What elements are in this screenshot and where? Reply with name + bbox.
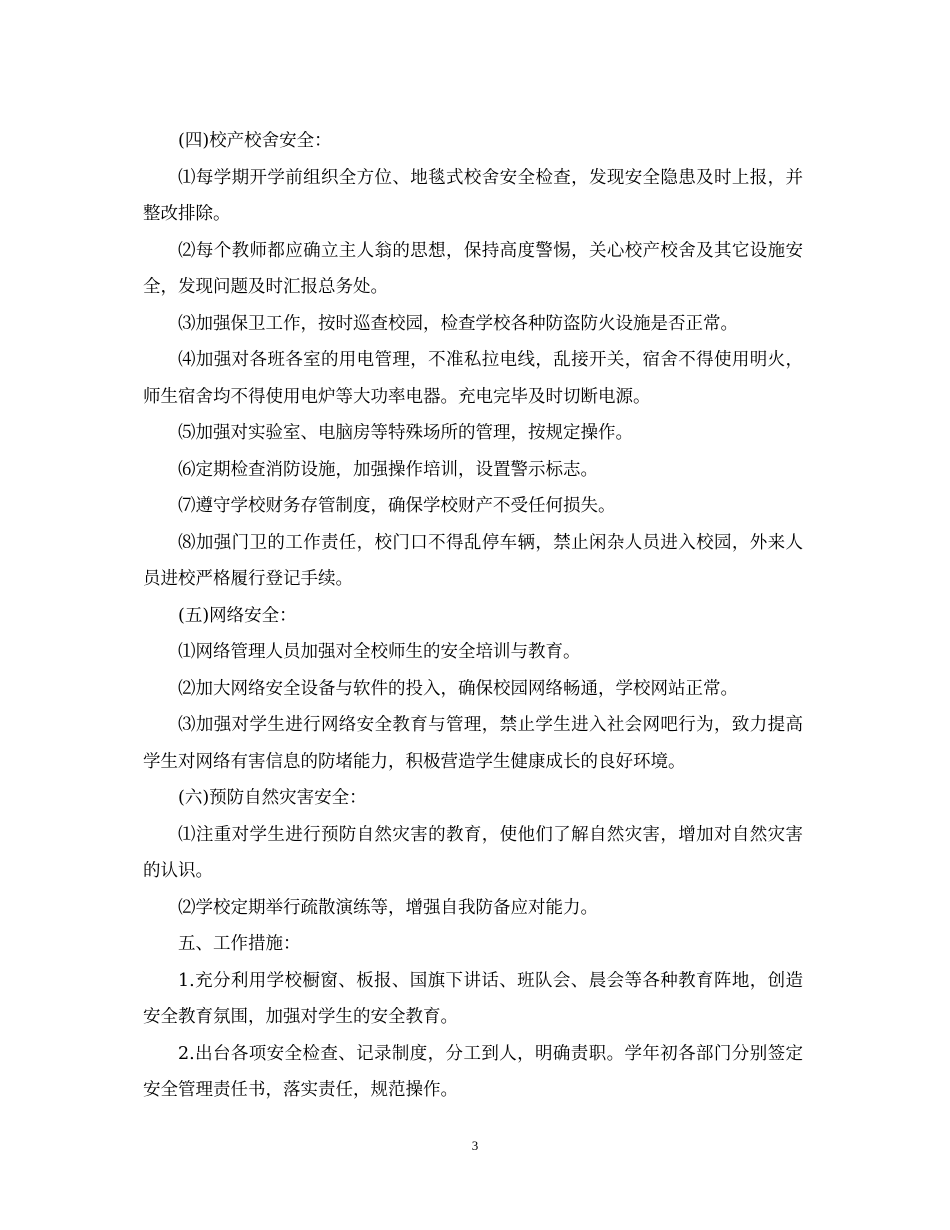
list-item: ⑻加强门卫的工作责任，校门口不得乱停车辆，禁止闲杂人员进入校园，外来人员进校严格履行登记手续。 — [143, 532, 803, 589]
page-number: 3 — [471, 1138, 479, 1153]
list-item: ⑹定期检查消防设施，加强操作培训，设置警示标志。 — [178, 459, 598, 480]
document-body — [143, 123, 803, 1109]
section-heading-network: (五)网络安全： — [178, 605, 297, 626]
list-item: 1.充分利用学校橱窗、板报、国旗下讲话、班队会、晨会等各种教育阵地，创造安全教育氛围，加强对学生的安全教育。 — [143, 970, 803, 1027]
list-item: ⑴网络管理人员加强对全校师生的安全培训与教育。 — [178, 642, 581, 662]
list-item: 2.出台各项安全检查、记录制度，分工到人，明确责职。学年初各部门分别签定安全管理责任书，落实责任，规范操作。 — [143, 1043, 803, 1100]
list-item: ⑶加强保卫工作，按时巡查校园，检查学校各种防盗防火设施是否正常。 — [178, 313, 738, 334]
list-item: ⑵每个教师都应确立主人翁的思想，保持高度警惕，关心校产校舍及其它设施安全，发现问题及时汇报总务处。 — [143, 240, 803, 297]
section-heading-measures: 五、工作措施： — [178, 934, 301, 954]
list-item: ⑵学校定期举行疏散演练等，增强自我防备应对能力。 — [178, 897, 598, 918]
section-heading-natural-disaster: (六)预防自然灾害安全： — [178, 788, 367, 808]
list-item: ⑴注重对学生进行预防自然灾害的教育，使他们了解自然灾害，增加对自然灾害的认识。 — [143, 824, 803, 881]
list-item: ⑶加强对学生进行网络安全教育与管理，禁止学生进入社会网吧行为，致力提高学生对网络有害信息的防堵能力，积极营造学生健康成长的良好环境。 — [143, 715, 803, 772]
list-item: ⑺遵守学校财务存管制度，确保学校财产不受任何损失。 — [178, 496, 616, 516]
section-heading-campus-property: (四)校产校舍安全： — [178, 131, 332, 151]
list-item: ⑵加大网络安全设备与软件的投入，确保校园网络畅通，学校网站正常。 — [178, 678, 738, 699]
list-item: ⑸加强对实验室、电脑房等特殊场所的管理，按规定操作。 — [178, 423, 633, 443]
list-item: ⑷加强对各班各室的用电管理，不准私拉电线，乱接开关，宿舍不得使用明火，师生宿舍均不得使用电炉等大功率电器。充电完毕及时切断电源。 — [143, 350, 803, 407]
list-item: ⑴每学期开学前组织全方位、地毯式校舍安全检查，发现安全隐患及时上报，并整改排除。 — [143, 167, 803, 224]
